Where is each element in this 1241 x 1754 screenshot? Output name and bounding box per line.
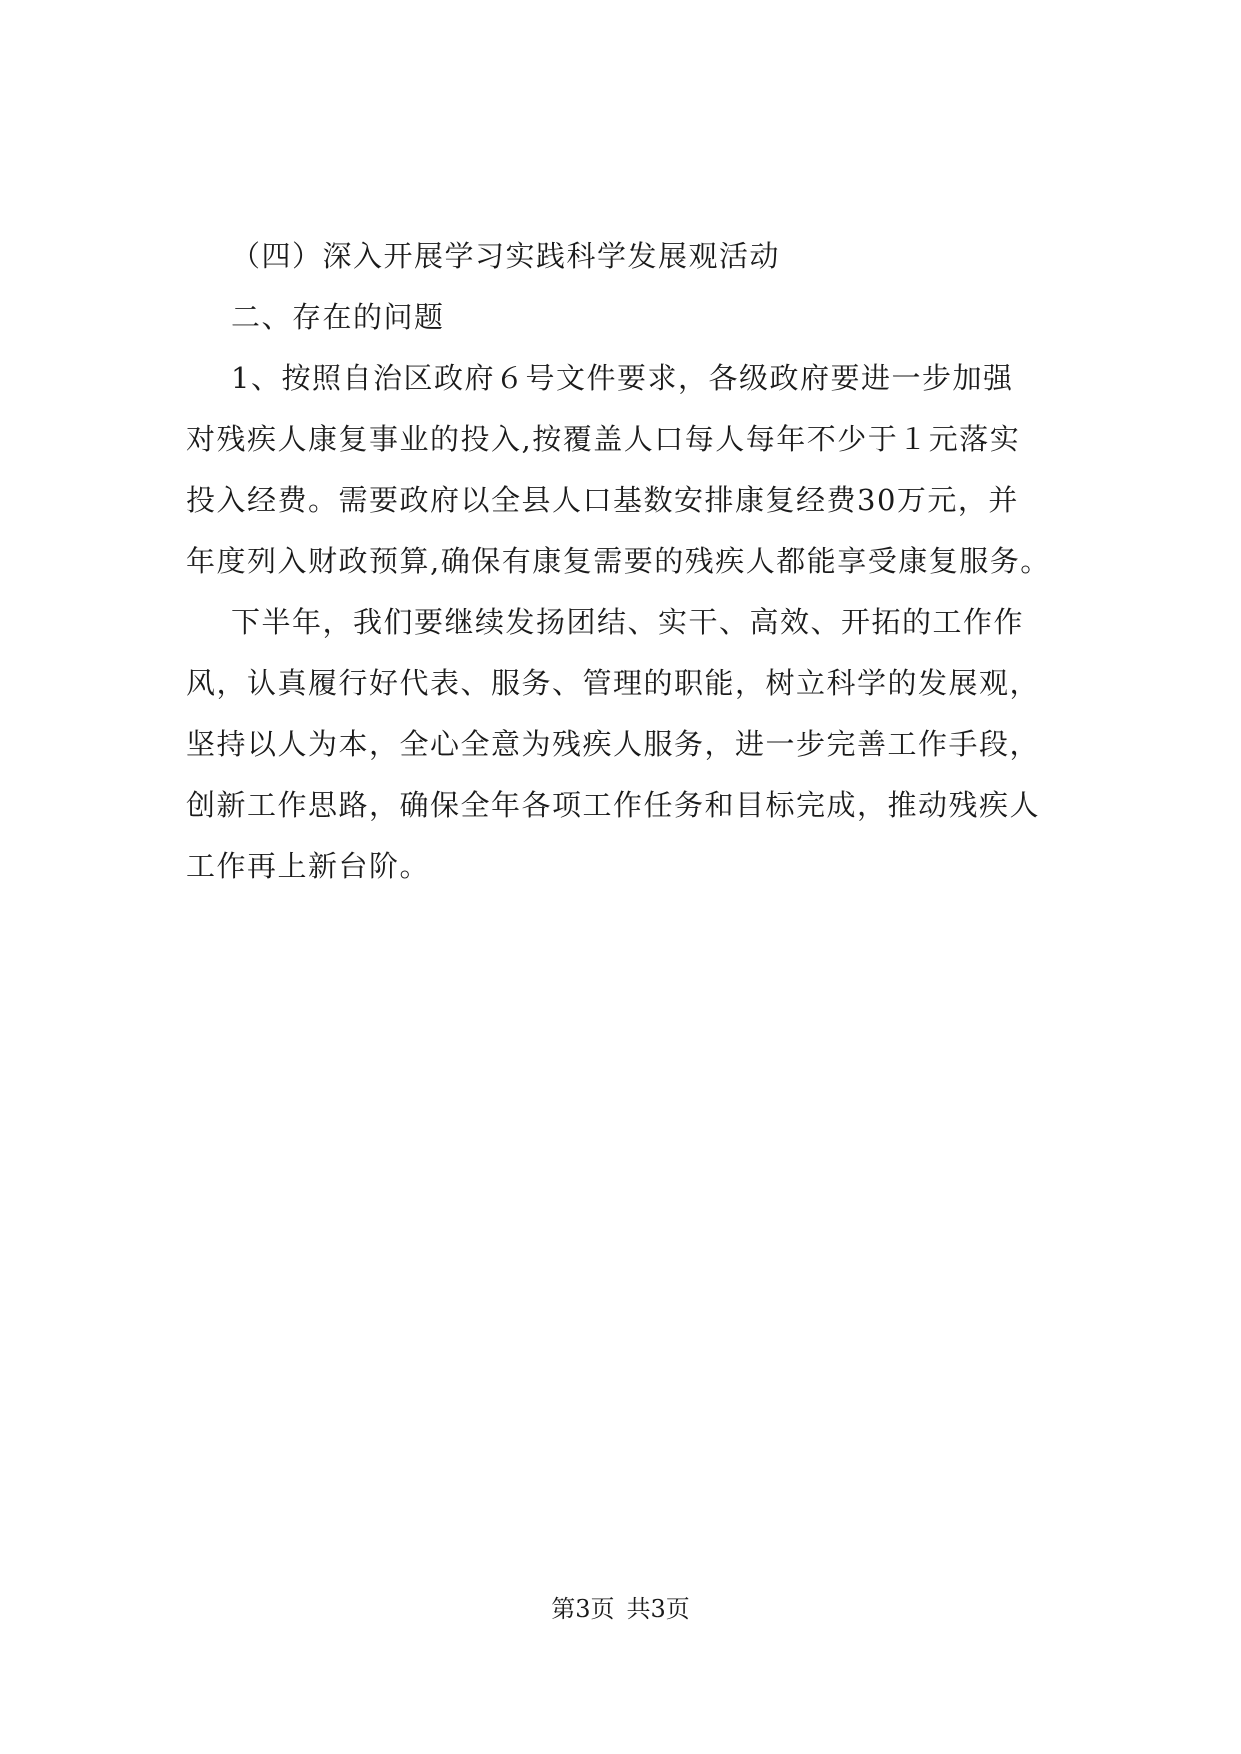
page-footer — [0, 1594, 1241, 1624]
page-total: 共3页 — [626, 1595, 690, 1623]
document-body — [186, 226, 1086, 897]
paragraph-2-line: 坚持以人为本，全心全意为残疾人服务，进一步完善工作手段， — [186, 727, 1041, 761]
paragraph-1-line: 1、按照自治区政府６号文件要求，各级政府要进一步加强 — [231, 361, 1014, 395]
section-heading-2: 二、存在的问题 — [231, 300, 445, 334]
paragraph-2-line: 工作再上新台阶。 — [186, 849, 431, 883]
paragraph-1-line: 投入经费。需要政府以全县人口基数安排康复经费30万元，并 — [186, 483, 1019, 517]
paragraph-1-line: 年度列入财政预算,确保有康复需要的残疾人都能享受康复服务。 — [186, 544, 1051, 578]
paragraph-2-line: 创新工作思路，确保全年各项工作任务和目标完成，推动残疾人 — [186, 788, 1041, 822]
paragraph-1-line: 对残疾人康复事业的投入,按覆盖人口每人每年不少于１元落实 — [186, 422, 1021, 456]
section-heading-4: （四）深入开展学习实践科学发展观活动 — [231, 239, 781, 273]
paragraph-2-line: 下半年，我们要继续发扬团结、实干、高效、开拓的工作作 — [231, 605, 1025, 639]
paragraph-2-line: 风，认真履行好代表、服务、管理的职能，树立科学的发展观， — [186, 666, 1041, 700]
page-number: 第3页 — [551, 1595, 615, 1623]
